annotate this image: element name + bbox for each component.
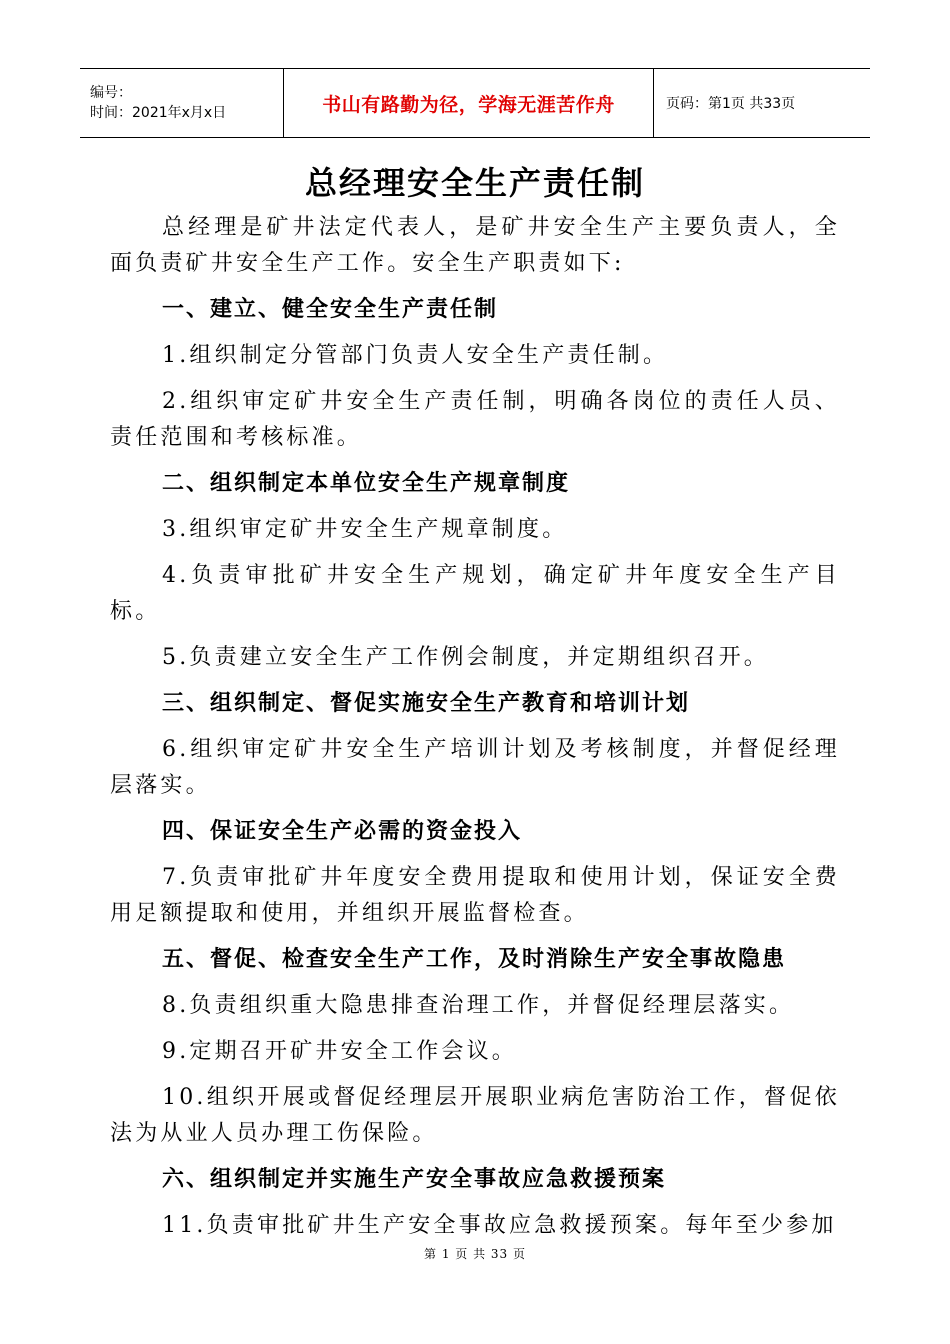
item-9: 9.定期召开矿井安全工作会议。 — [162, 1039, 517, 1064]
item-6: 6.组织审定矿井安全生产培训计划及考核制度，并督促经理层落实。 — [110, 737, 840, 798]
section-heading-1: 一、建立、健全安全生产责任制 — [162, 297, 499, 322]
item-5: 5.负责建立安全生产工作例会制度，并定期组织召开。 — [162, 645, 769, 670]
page-info-text: 页码：第1页 共33页 — [666, 96, 796, 112]
item-8: 8.负责组织重大隐患排查治理工作，并督促经理层落实。 — [162, 993, 795, 1018]
item-1: 1.组织制定分管部门负责人安全生产责任制。 — [162, 343, 669, 368]
section-heading-6: 六、组织制定并实施生产安全事故应急救援预案 — [162, 1167, 667, 1192]
time-label: 时间：2021年x月x日 — [90, 105, 227, 121]
item-10: 10.组织开展或督促经理层开展职业病危害防治工作，督促依法为从业人员办理工伤保险。 — [110, 1085, 840, 1146]
item-2: 2.组织审定矿井安全生产责任制，明确各岗位的责任人员、责任范围和考核标准。 — [110, 389, 840, 450]
motto-text: 书山有路勤为径，学海无涯苦作舟 — [322, 93, 615, 116]
page-footer: 第 1 页 共 33 页 — [424, 1247, 526, 1261]
header-page-info — [654, 69, 870, 137]
item-11: 11.负责审批矿井生产安全事故应急救援预案。每年至少参加 — [162, 1213, 837, 1238]
section-heading-3: 三、组织制定、督促实施安全生产教育和培训计划 — [162, 691, 691, 716]
header-motto-cell — [283, 69, 654, 137]
document-title: 总经理安全生产责任制 — [304, 164, 645, 202]
document-header — [80, 68, 870, 138]
number-label: 编号： — [90, 85, 132, 101]
item-4: 4.负责审批矿井安全生产规划，确定矿井年度安全生产目标。 — [110, 563, 840, 624]
item-7: 7.负责审批矿井年度安全费用提取和使用计划，保证安全费用足额提取和使用，并组织开展监督检查。 — [110, 865, 840, 926]
item-3: 3.组织审定矿井安全生产规章制度。 — [162, 517, 568, 542]
document-body — [110, 210, 840, 1254]
header-meta — [80, 69, 283, 137]
intro-paragraph: 总经理是矿井法定代表人，是矿井安全生产主要负责人，全面负责矿井安全生产工作。安全生产职责如下: — [110, 215, 840, 276]
section-heading-4: 四、保证安全生产必需的资金投入 — [162, 819, 523, 844]
section-heading-5: 五、督促、检查安全生产工作，及时消除生产安全事故隐患 — [162, 947, 787, 972]
section-heading-2: 二、组织制定本单位安全生产规章制度 — [162, 471, 571, 496]
